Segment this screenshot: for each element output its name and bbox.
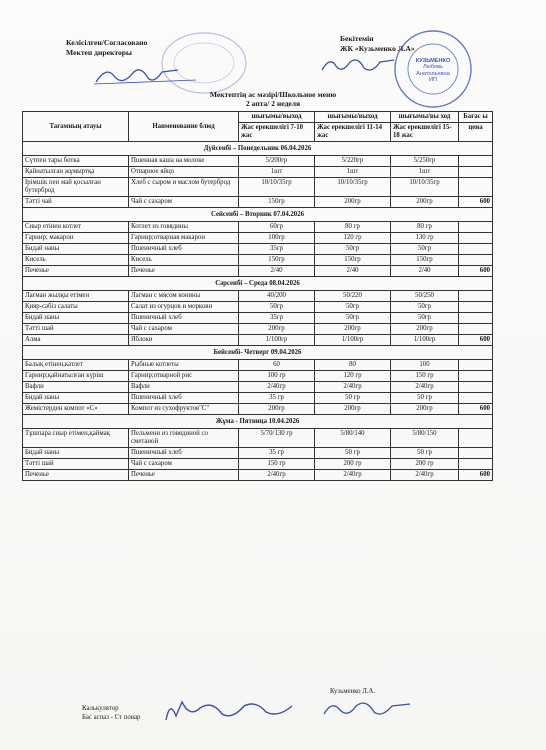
col-header-yield-2: шығымы/выход	[315, 112, 391, 123]
day-header-row	[23, 415, 493, 429]
dish-name-ru: Яблоки	[129, 335, 239, 346]
yield-15-18: 50 гр	[391, 448, 459, 459]
dish-name-kz: Тәтті шай	[23, 459, 129, 470]
yield-15-18: 150гр	[391, 255, 459, 266]
price-cell	[459, 371, 493, 382]
yield-11-14: 80	[315, 360, 391, 371]
table-row	[23, 167, 493, 178]
table-row	[23, 335, 493, 346]
table-row	[23, 266, 493, 277]
yield-11-14: 5/220гр	[315, 156, 391, 167]
col-header-price: Бағас ы	[459, 112, 493, 123]
yield-15-18: 50гр	[391, 244, 459, 255]
price-cell	[459, 291, 493, 302]
dish-name-kz: Қайнатылған жұмыртқа	[23, 167, 129, 178]
dish-name-kz: Печенье	[23, 266, 129, 277]
yield-15-18: 100	[391, 360, 459, 371]
day-header-row	[23, 277, 493, 291]
yield-11-14: 1/100гр	[315, 335, 391, 346]
price-sub: цена	[459, 123, 493, 142]
yield-7-10: 100гр	[239, 233, 315, 244]
day-title: Дүйсенбі – Понедельник 06.04.2026	[23, 142, 493, 156]
yield-7-10: 35гр	[239, 313, 315, 324]
dish-name-ru: Кисель	[129, 255, 239, 266]
dish-name-kz: Бидай наны	[23, 393, 129, 404]
table-row	[23, 324, 493, 335]
yield-7-10: 5/70/130 гр	[239, 429, 315, 448]
approved-label: Келісілген/Согласовано	[66, 38, 148, 47]
menu-table	[22, 111, 493, 481]
confirm-label: Бекітемін	[340, 34, 374, 43]
table-row	[23, 429, 493, 448]
table-row	[23, 393, 493, 404]
yield-15-18: 50/250	[391, 291, 459, 302]
price-cell	[459, 178, 493, 197]
yield-7-10: 60гр	[239, 222, 315, 233]
table-row	[23, 404, 493, 415]
entrepreneur-label: ЖК «Кузьменко Л.А»	[340, 44, 415, 53]
yield-11-14: 10/10/35гр	[315, 178, 391, 197]
col-header-ru: Наименование блюд	[129, 112, 239, 142]
approval-block	[66, 38, 147, 58]
table-row	[23, 255, 493, 266]
price-cell	[459, 302, 493, 313]
dish-name-ru: Чай с сахаром	[129, 324, 239, 335]
dish-name-kz: Сиыр етінен котлет	[23, 222, 129, 233]
calculator-label: Калькулятор	[82, 705, 119, 712]
yield-11-14: 5/80/140	[315, 429, 391, 448]
dish-name-kz: Сүтпен тары ботка	[23, 156, 129, 167]
price-cell: 600	[459, 470, 493, 481]
dish-name-kz: Қияр-сәбіз салаты	[23, 302, 129, 313]
stamp-line-type: ИП	[428, 77, 438, 84]
price-cell	[459, 360, 493, 371]
dish-name-kz: Гарнир;қайнатылған күріш	[23, 371, 129, 382]
table-row	[23, 313, 493, 324]
price-cell	[459, 156, 493, 167]
yield-7-10: 50гр	[239, 302, 315, 313]
dish-name-kz: Вафли	[23, 382, 129, 393]
dish-name-ru: Лагман с мясом конины	[129, 291, 239, 302]
age-7-10: Жас ерекшелігі 7-10 жас	[239, 123, 315, 142]
dish-name-kz: Лағман жылқы етімен	[23, 291, 129, 302]
menu-title: Мектептің ас мәзірі/Школьное меню	[209, 90, 337, 99]
cook-signature	[160, 696, 310, 726]
yield-7-10: 2/40	[239, 266, 315, 277]
age-15-18: Жас ерекшелігі 15-18 жас	[391, 123, 459, 142]
footer-right-name: Кузьменко Л.А.	[330, 688, 376, 695]
dish-name-ru: Гарнир;отварная макарон	[129, 233, 239, 244]
dish-name-kz: Гарнир; макарон	[23, 233, 129, 244]
day-title: Сәрсенбі – Среда 08.04.2026	[23, 277, 493, 291]
price-cell	[459, 393, 493, 404]
yield-15-18: 2/40гр	[391, 382, 459, 393]
dish-name-kz: Тәтті чай	[23, 197, 129, 208]
entrepreneur-footer-signature	[320, 696, 416, 722]
table-row	[23, 382, 493, 393]
yield-11-14: 50/220	[315, 291, 391, 302]
dish-name-ru: Салат из огурцов и моркови	[129, 302, 239, 313]
yield-7-10: 2/40гр	[239, 382, 315, 393]
yield-15-18: 10/10/35гр	[391, 178, 459, 197]
yield-15-18: 50гр	[391, 313, 459, 324]
entrepreneur-signature	[318, 54, 398, 76]
price-cell	[459, 382, 493, 393]
dish-name-ru: Чай с сахаром	[129, 197, 239, 208]
yield-11-14: 150гр	[315, 255, 391, 266]
price-cell	[459, 324, 493, 335]
yield-15-18: 2/40	[391, 266, 459, 277]
stamp-line-patronymic: Анатольевна	[416, 70, 450, 77]
yield-7-10: 5/200гр	[239, 156, 315, 167]
yield-11-14: 120 гр	[315, 371, 391, 382]
dish-name-ru: Пшенная каша на молоке	[129, 156, 239, 167]
dish-name-kz: Тұшпара сиыр етімен,қаймақ	[23, 429, 129, 448]
table-row	[23, 197, 493, 208]
dish-name-kz: Кисель	[23, 255, 129, 266]
table-row	[23, 459, 493, 470]
dish-name-ru: Отварное яйцо	[129, 167, 239, 178]
dish-name-kz: Алма	[23, 335, 129, 346]
dish-name-kz: Бидай наны	[23, 448, 129, 459]
yield-7-10: 150гр	[239, 255, 315, 266]
table-row	[23, 233, 493, 244]
col-header-yield-1: шығымы/выход	[239, 112, 315, 123]
table-row	[23, 178, 493, 197]
school-director-label: Мектеп директоры	[66, 48, 132, 57]
yield-11-14: 2/40гр	[315, 382, 391, 393]
yield-7-10: 35гр	[239, 244, 315, 255]
yield-15-18: 1/100гр	[391, 335, 459, 346]
yield-15-18: 50гр	[391, 302, 459, 313]
yield-11-14: 50гр	[315, 302, 391, 313]
price-cell: 600	[459, 335, 493, 346]
day-title: Жұма - Пятница 10.04.2026	[23, 415, 493, 429]
dish-name-ru: Пшеничный хлеб	[129, 313, 239, 324]
dish-name-kz: Бидай наны	[23, 313, 129, 324]
price-cell	[459, 429, 493, 448]
dish-name-ru: Чай с сахаром	[129, 459, 239, 470]
day-header-row	[23, 208, 493, 222]
table-row	[23, 470, 493, 481]
stamp-line-name: Любовь	[422, 64, 444, 71]
yield-7-10: 1/100гр	[239, 335, 315, 346]
yield-7-10: 35 гр	[239, 393, 315, 404]
table-row	[23, 302, 493, 313]
yield-7-10: 35 гр	[239, 448, 315, 459]
dish-name-ru: Печенье	[129, 266, 239, 277]
price-cell	[459, 459, 493, 470]
yield-11-14: 200гр	[315, 197, 391, 208]
yield-15-18: 80 гр	[391, 222, 459, 233]
dish-name-kz: Печенье	[23, 470, 129, 481]
yield-7-10: 1шт	[239, 167, 315, 178]
yield-11-14: 50гр	[315, 313, 391, 324]
yield-11-14: 200гр	[315, 404, 391, 415]
yield-11-14: 200 гр	[315, 459, 391, 470]
yield-11-14: 50 гр	[315, 448, 391, 459]
table-row	[23, 156, 493, 167]
dish-name-ru: Пшеничный хлеб	[129, 393, 239, 404]
price-cell	[459, 244, 493, 255]
yield-15-18: 5/250гр	[391, 156, 459, 167]
yield-7-10: 200гр	[239, 324, 315, 335]
director-signature	[92, 62, 202, 88]
yield-15-18: 50 гр	[391, 393, 459, 404]
day-header-row	[23, 346, 493, 360]
yield-15-18: 2/40гр	[391, 470, 459, 481]
yield-15-18: 5/80/150	[391, 429, 459, 448]
yield-7-10: 200гр	[239, 404, 315, 415]
col-header-yield-3: шығымы/вы ход	[391, 112, 459, 123]
table-row	[23, 244, 493, 255]
price-cell	[459, 222, 493, 233]
yield-15-18: 200гр	[391, 404, 459, 415]
dish-name-ru: Компот из сухофруктов"С"	[129, 404, 239, 415]
yield-15-18: 1шт	[391, 167, 459, 178]
dish-name-kz: Балық етінен,катлет	[23, 360, 129, 371]
price-cell: 600	[459, 266, 493, 277]
dish-name-kz: Ірімшік пен май қосылған бутерброд	[23, 178, 129, 197]
yield-11-14: 50 гр	[315, 393, 391, 404]
head-cook-label: Бас аспаз - Ст повар	[82, 714, 141, 721]
day-title: Бейсенбі- Четверг 09.04.2026	[23, 346, 493, 360]
yield-7-10: 10/10/35гр	[239, 178, 315, 197]
yield-7-10: 40/200	[239, 291, 315, 302]
yield-11-14: 120 гр	[315, 233, 391, 244]
yield-11-14: 80 гр	[315, 222, 391, 233]
yield-7-10: 150гр	[239, 197, 315, 208]
price-cell	[459, 448, 493, 459]
age-11-14: Жас ерекшелігі 11-14 жас	[315, 123, 391, 142]
day-title: Сейсенбі – Вторник 07.04.2026	[23, 208, 493, 222]
dish-name-ru: Вафли	[129, 382, 239, 393]
yield-11-14: 200гр	[315, 324, 391, 335]
col-header-kz: Тағамның атауы	[23, 112, 129, 142]
price-cell	[459, 233, 493, 244]
yield-11-14: 1шт	[315, 167, 391, 178]
dish-name-ru: Гарнир;отварной рис	[129, 371, 239, 382]
dish-name-ru: Пельмени из говядиной со сметаной	[129, 429, 239, 448]
yield-11-14: 50гр	[315, 244, 391, 255]
dish-name-kz: Жемістерден компот «С»	[23, 404, 129, 415]
yield-15-18: 200гр	[391, 197, 459, 208]
price-cell	[459, 313, 493, 324]
footer-left	[82, 704, 140, 722]
menu-week: 2 апта/ 2 неделя	[245, 99, 301, 108]
yield-11-14: 2/40	[315, 266, 391, 277]
dish-name-kz: Тәтті шай	[23, 324, 129, 335]
dish-name-ru: Пшеничный хлеб	[129, 244, 239, 255]
yield-7-10: 150 гр	[239, 459, 315, 470]
price-cell: 600	[459, 197, 493, 208]
header-row	[23, 112, 493, 123]
table-row	[23, 360, 493, 371]
day-header-row	[23, 142, 493, 156]
table-row	[23, 291, 493, 302]
yield-15-18: 200гр	[391, 324, 459, 335]
yield-11-14: 2/40гр	[315, 470, 391, 481]
stamp-line-surname: КУЗЬМЕНКО	[415, 58, 451, 64]
yield-7-10: 2/40гр	[239, 470, 315, 481]
dish-name-ru: Котлет из говядины	[129, 222, 239, 233]
yield-7-10: 100 гр	[239, 371, 315, 382]
dish-name-ru: Рыбные котлеты	[129, 360, 239, 371]
price-cell	[459, 255, 493, 266]
price-cell	[459, 167, 493, 178]
dish-name-kz: Бидай наны	[23, 244, 129, 255]
yield-15-18: 130 гр	[391, 233, 459, 244]
table-row	[23, 222, 493, 233]
dish-name-ru: Хлеб с сыром и маслом бутерброд	[129, 178, 239, 197]
price-cell: 600	[459, 404, 493, 415]
table-row	[23, 448, 493, 459]
yield-7-10: 60	[239, 360, 315, 371]
table-row	[23, 371, 493, 382]
dish-name-ru: Пшеничный хлеб	[129, 448, 239, 459]
yield-15-18: 200 гр	[391, 459, 459, 470]
yield-15-18: 150 гр	[391, 371, 459, 382]
dish-name-ru: Печенье	[129, 470, 239, 481]
